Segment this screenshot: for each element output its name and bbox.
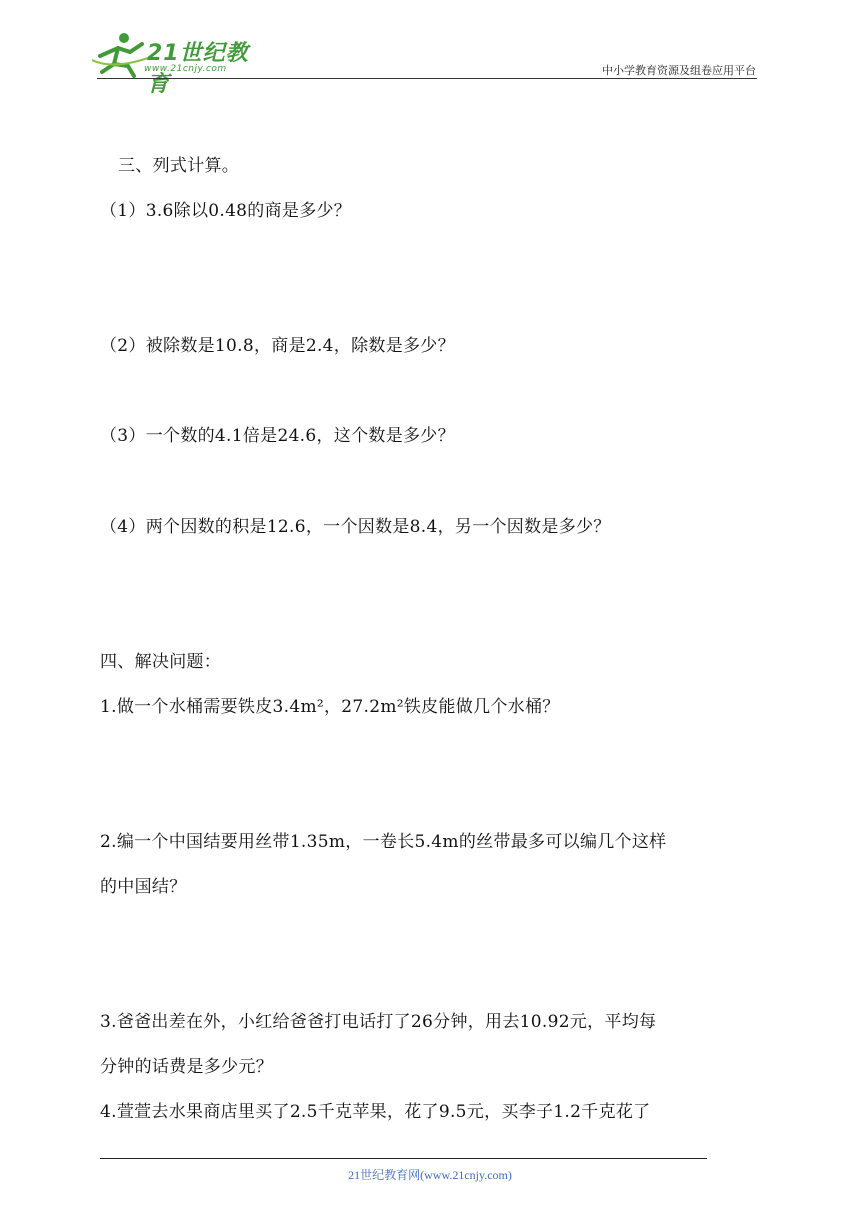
footer-text: 21世纪教育网(www.21cnjy.com) (348, 1168, 512, 1182)
section-3-title: 三、列式计算。 (118, 156, 240, 176)
site-logo (92, 30, 262, 97)
problem-4-line-1: 4.萱萱去水果商店里买了2.5千克苹果，花了9.5元，买李子1.2千克花了 (100, 1102, 651, 1122)
header-platform-text: 中小学教育资源及组卷应用平台 (602, 64, 756, 77)
question-3: （3）一个数的4.1倍是24.6，这个数是多少？ (100, 426, 455, 446)
logo-subtext: www.21cnjy.com (144, 64, 227, 74)
question-2: （2）被除数是10.8，商是2.4，除数是多少？ (100, 336, 455, 356)
problem-2-line-1: 2.编一个中国结要用丝带1.35m，一卷长5.4m的丝带最多可以编几个这样 (100, 832, 667, 852)
problem-3-line-2: 分钟的话费是多少元？ (100, 1057, 273, 1077)
section-4-title: 四、解决问题： (100, 652, 222, 672)
footer-divider (100, 1158, 707, 1159)
question-1: （1）3.6除以0.48的商是多少？ (100, 201, 352, 221)
runner-logo-icon (92, 30, 152, 78)
logo-text: 21世纪教育 (147, 41, 249, 97)
question-4: （4）两个因数的积是12.6，一个因数是8.4，另一个因数是多少？ (100, 517, 611, 537)
page-header (0, 0, 860, 97)
header-divider (97, 78, 757, 79)
problem-1: 1.做一个水桶需要铁皮3.4m²，27.2m²铁皮能做几个水桶？ (100, 697, 560, 717)
problem-2-line-2: 的中国结？ (100, 877, 187, 897)
problem-3-line-1: 3.爸爸出差在外，小红给爸爸打电话打了26分钟，用去10.92元，平均每 (100, 1012, 657, 1032)
